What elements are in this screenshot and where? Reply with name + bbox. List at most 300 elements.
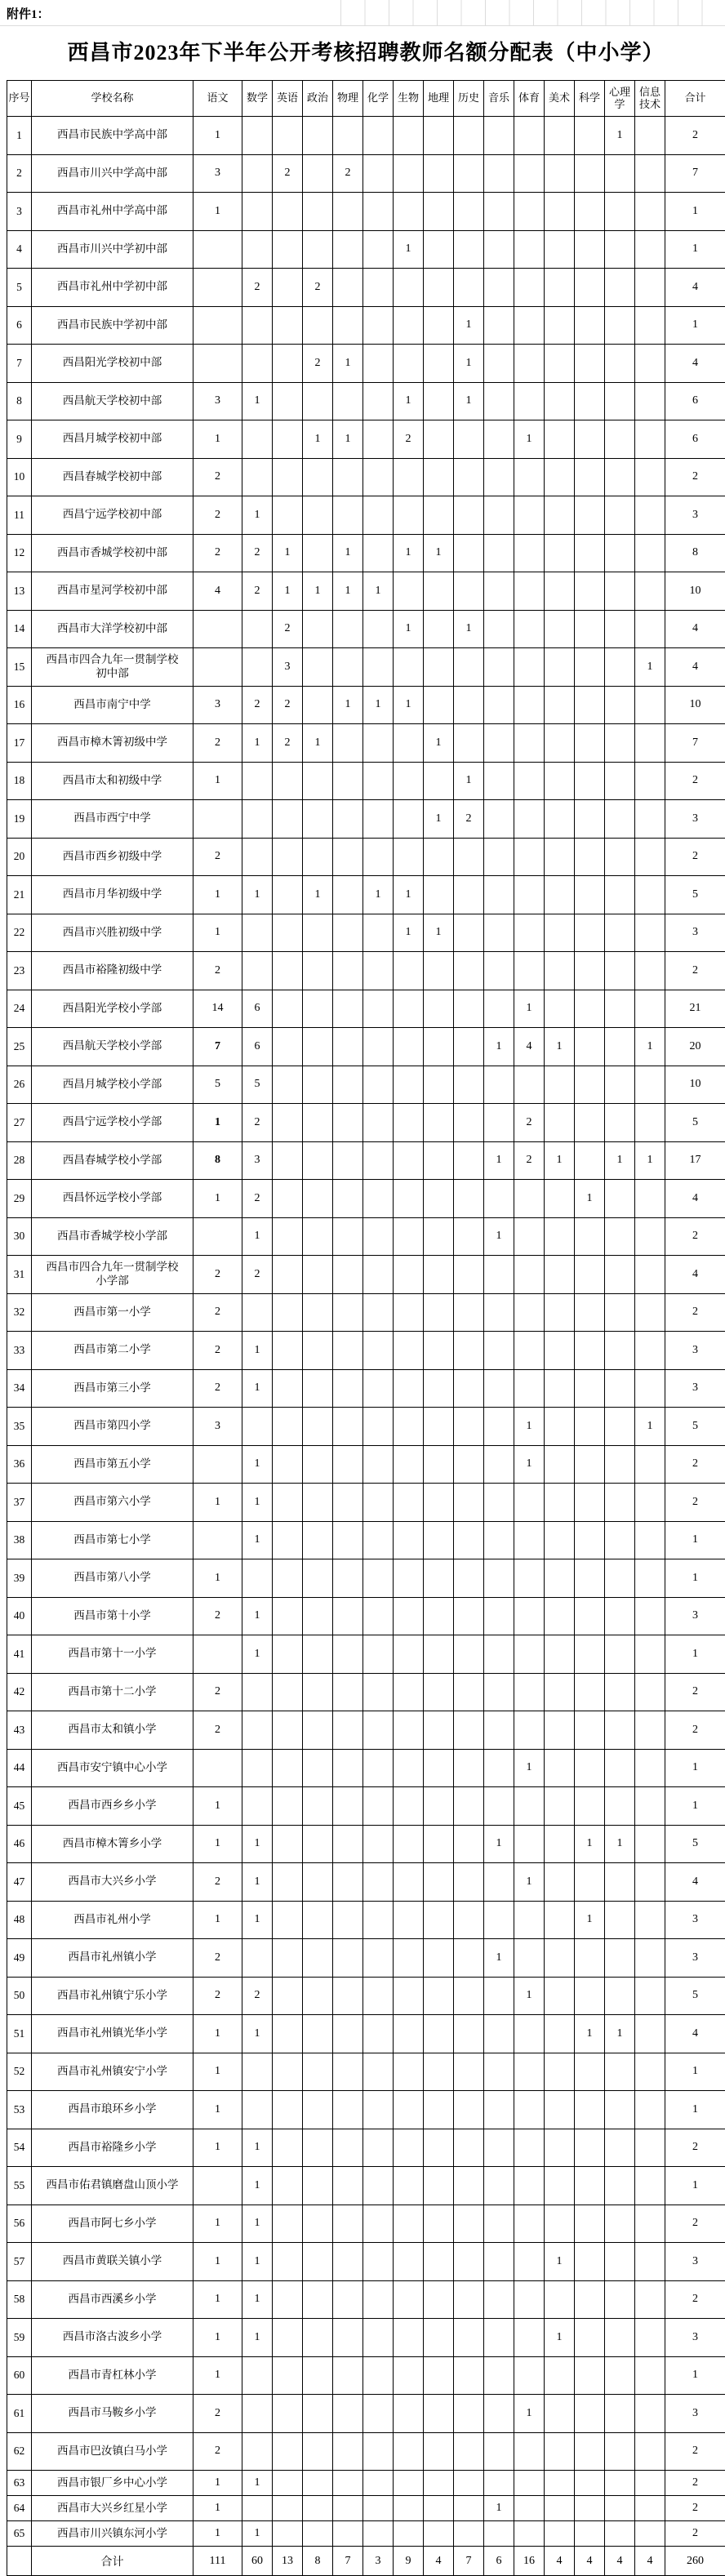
row-total-cell: 1 — [665, 2356, 725, 2395]
quota-cell — [303, 610, 333, 648]
quota-cell — [575, 2521, 605, 2547]
quota-cell — [303, 1217, 333, 1256]
quota-cell — [514, 496, 545, 535]
quota-cell — [514, 2471, 545, 2496]
quota-cell — [273, 306, 303, 345]
quota-cell: 1 — [242, 382, 273, 420]
row-index-cell: 4 — [7, 230, 32, 269]
quota-cell — [454, 1901, 484, 1939]
table-row — [7, 193, 725, 231]
quota-cell — [454, 534, 484, 572]
quota-cell — [394, 117, 424, 155]
school-name-cell: 西昌航天学校初中部 — [32, 382, 193, 420]
quota-cell — [545, 1180, 575, 1218]
quota-cell — [363, 952, 394, 990]
quota-cell — [514, 345, 545, 383]
quota-cell — [363, 1711, 394, 1750]
quota-cell — [333, 458, 363, 496]
quota-cell — [575, 1673, 605, 1711]
school-name-cell: 西昌市南宁中学 — [32, 686, 193, 724]
quota-cell — [363, 990, 394, 1028]
quota-cell — [545, 1901, 575, 1939]
table-row — [7, 2091, 725, 2129]
quota-cell — [545, 1711, 575, 1750]
quota-cell — [394, 1559, 424, 1598]
quota-cell — [273, 2243, 303, 2281]
quota-cell — [605, 496, 635, 535]
quota-cell — [514, 1635, 545, 1674]
quota-cell — [424, 1749, 454, 1787]
quota-cell — [635, 1104, 665, 1142]
quota-cell — [575, 1104, 605, 1142]
quota-cell — [635, 2521, 665, 2547]
gridline-divider — [0, 25, 725, 26]
quota-cell — [363, 1749, 394, 1787]
quota-cell: 1 — [303, 572, 333, 611]
quota-cell — [545, 2496, 575, 2521]
column-total-cell: 4 — [575, 2547, 605, 2576]
quota-cell — [454, 1141, 484, 1180]
quota-cell — [273, 1141, 303, 1180]
column-total-cell: 4 — [605, 2547, 635, 2576]
quota-cell — [545, 2280, 575, 2319]
quota-cell — [484, 1559, 514, 1598]
quota-cell: 2 — [242, 534, 273, 572]
row-total-cell: 4 — [665, 648, 725, 687]
column-total-cell: 13 — [273, 2547, 303, 2576]
quota-cell — [303, 1597, 333, 1635]
quota-cell — [424, 2319, 454, 2357]
quota-cell — [635, 1293, 665, 1332]
quota-cell — [605, 762, 635, 800]
school-name-cell: 西昌市西溪乡小学 — [32, 2280, 193, 2319]
school-name-cell: 西昌市第十小学 — [32, 1597, 193, 1635]
quota-cell — [545, 610, 575, 648]
quota-cell — [273, 269, 303, 307]
quota-cell — [514, 2091, 545, 2129]
school-name-cell: 西昌市大兴乡红星小学 — [32, 2496, 193, 2521]
quota-cell — [484, 230, 514, 269]
quota-cell — [575, 1332, 605, 1370]
quota-cell — [605, 610, 635, 648]
quota-cell — [575, 990, 605, 1028]
quota-cell: 14 — [193, 990, 242, 1028]
quota-cell — [484, 1256, 514, 1294]
quota-cell — [273, 1597, 303, 1635]
quota-cell — [242, 800, 273, 839]
col-header-subject: 体育 — [514, 81, 545, 117]
quota-cell — [454, 2167, 484, 2205]
quota-cell: 2 — [193, 534, 242, 572]
quota-cell — [484, 1066, 514, 1104]
quota-cell: 1 — [514, 420, 545, 459]
quota-cell — [605, 2205, 635, 2243]
quota-cell — [605, 1711, 635, 1750]
table-row — [7, 117, 725, 155]
quota-cell: 1 — [193, 1484, 242, 1522]
table-row — [7, 724, 725, 763]
quota-cell — [273, 345, 303, 383]
quota-cell — [424, 1028, 454, 1066]
quota-cell: 1 — [193, 117, 242, 155]
quota-cell — [424, 1141, 454, 1180]
quota-cell — [514, 2356, 545, 2395]
quota-cell — [545, 952, 575, 990]
quota-cell: 1 — [333, 686, 363, 724]
quota-cell — [303, 2129, 333, 2167]
quota-cell — [605, 1293, 635, 1332]
quota-cell — [394, 1484, 424, 1522]
quota-cell — [575, 838, 605, 876]
quota-cell — [424, 1180, 454, 1218]
table-row — [7, 1787, 725, 1826]
quota-cell — [424, 1104, 454, 1142]
quota-cell — [635, 762, 665, 800]
quota-cell — [303, 306, 333, 345]
row-index-cell: 51 — [7, 2015, 32, 2053]
quota-cell — [424, 990, 454, 1028]
quota-table — [7, 80, 725, 2576]
quota-cell — [424, 382, 454, 420]
quota-cell — [333, 1104, 363, 1142]
quota-cell — [635, 1066, 665, 1104]
quota-cell — [394, 838, 424, 876]
quota-cell — [394, 1141, 424, 1180]
quota-cell — [575, 1711, 605, 1750]
col-header-subject: 物理 — [333, 81, 363, 117]
quota-cell — [424, 1939, 454, 1978]
table-row — [7, 1939, 725, 1978]
school-name-cell: 西昌市香城学校初中部 — [32, 534, 193, 572]
quota-cell — [333, 648, 363, 687]
quota-cell — [575, 1559, 605, 1598]
quota-cell — [303, 1825, 333, 1863]
quota-cell — [394, 2356, 424, 2395]
row-index-cell: 27 — [7, 1104, 32, 1142]
quota-cell — [394, 2471, 424, 2496]
quota-cell — [394, 990, 424, 1028]
row-total-cell: 1 — [665, 2053, 725, 2091]
quota-cell — [545, 496, 575, 535]
row-index-cell: 25 — [7, 1028, 32, 1066]
quota-cell — [545, 2091, 575, 2129]
row-total-cell: 2 — [665, 117, 725, 155]
row-index-cell: 56 — [7, 2205, 32, 2243]
table-row — [7, 1104, 725, 1142]
quota-cell — [545, 914, 575, 952]
table-row — [7, 1977, 725, 2015]
school-name-cell: 西昌市民族中学初中部 — [32, 306, 193, 345]
quota-cell — [635, 1521, 665, 1559]
quota-cell — [303, 800, 333, 839]
quota-cell — [454, 1104, 484, 1142]
row-index-cell: 9 — [7, 420, 32, 459]
row-total-cell: 1 — [665, 2167, 725, 2205]
quota-cell — [303, 686, 333, 724]
table-row — [7, 2356, 725, 2395]
quota-cell — [575, 306, 605, 345]
table-row — [7, 2395, 725, 2433]
quota-cell — [363, 117, 394, 155]
quota-cell — [545, 2471, 575, 2496]
quota-cell — [545, 1293, 575, 1332]
quota-cell — [273, 952, 303, 990]
quota-cell — [605, 686, 635, 724]
quota-cell — [193, 345, 242, 383]
school-name-cell: 西昌市星河学校初中部 — [32, 572, 193, 611]
quota-cell — [605, 2243, 635, 2281]
quota-cell: 4 — [193, 572, 242, 611]
quota-cell — [635, 1635, 665, 1674]
quota-cell — [273, 2205, 303, 2243]
quota-cell — [514, 1217, 545, 1256]
quota-cell — [363, 1863, 394, 1902]
table-row — [7, 1217, 725, 1256]
table-row — [7, 762, 725, 800]
quota-cell — [575, 458, 605, 496]
quota-cell — [193, 648, 242, 687]
quota-cell — [635, 1180, 665, 1218]
table-row — [7, 1711, 725, 1750]
quota-cell — [242, 117, 273, 155]
row-index-cell: 21 — [7, 876, 32, 914]
row-total-cell: 2 — [665, 952, 725, 990]
quota-cell — [454, 1217, 484, 1256]
quota-cell — [514, 306, 545, 345]
quota-cell — [273, 1749, 303, 1787]
quota-cell — [333, 1445, 363, 1484]
row-index-cell: 62 — [7, 2432, 32, 2471]
quota-cell — [484, 952, 514, 990]
quota-cell — [454, 2319, 484, 2357]
table-row — [7, 345, 725, 383]
quota-cell — [333, 2319, 363, 2357]
quota-cell — [242, 2496, 273, 2521]
row-total-cell: 7 — [665, 724, 725, 763]
quota-cell — [242, 1293, 273, 1332]
quota-cell: 2 — [273, 686, 303, 724]
quota-cell — [545, 1217, 575, 1256]
quota-cell — [242, 2432, 273, 2471]
table-row — [7, 154, 725, 193]
quota-cell — [394, 762, 424, 800]
row-total-cell: 10 — [665, 572, 725, 611]
quota-cell: 2 — [242, 686, 273, 724]
quota-cell — [605, 2356, 635, 2395]
quota-cell: 1 — [242, 1635, 273, 1674]
quota-cell — [454, 1521, 484, 1559]
table-row — [7, 800, 725, 839]
row-total-cell: 2 — [665, 2496, 725, 2521]
quota-cell: 1 — [193, 1559, 242, 1598]
quota-cell: 1 — [545, 2319, 575, 2357]
quota-cell: 1 — [193, 193, 242, 231]
quota-cell — [333, 1369, 363, 1408]
row-index-cell: 47 — [7, 1863, 32, 1902]
quota-cell — [575, 1597, 605, 1635]
quota-cell — [635, 572, 665, 611]
school-name-cell: 西昌市礼州镇安宁小学 — [32, 2053, 193, 2091]
quota-cell — [545, 2015, 575, 2053]
quota-cell — [394, 1332, 424, 1370]
quota-cell — [303, 1939, 333, 1978]
quota-cell — [424, 2432, 454, 2471]
quota-cell: 1 — [605, 117, 635, 155]
col-header-index: 序号 — [7, 81, 32, 117]
quota-cell — [333, 2521, 363, 2547]
quota-cell — [363, 382, 394, 420]
quota-cell — [484, 1711, 514, 1750]
row-total-cell: 3 — [665, 800, 725, 839]
quota-cell — [394, 1977, 424, 2015]
quota-cell — [605, 1028, 635, 1066]
quota-cell — [635, 230, 665, 269]
quota-cell — [575, 572, 605, 611]
quota-cell — [605, 2319, 635, 2357]
quota-cell — [242, 2091, 273, 2129]
col-header-subject: 音乐 — [484, 81, 514, 117]
quota-cell — [363, 1332, 394, 1370]
quota-cell: 1 — [333, 534, 363, 572]
quota-cell — [635, 193, 665, 231]
quota-cell — [605, 1977, 635, 2015]
quota-cell — [424, 1559, 454, 1598]
quota-cell — [363, 1787, 394, 1826]
quota-cell: 1 — [273, 572, 303, 611]
row-total-cell: 4 — [665, 345, 725, 383]
total-row-index-cell — [7, 2547, 32, 2576]
row-index-cell: 31 — [7, 1256, 32, 1294]
quota-cell — [303, 1787, 333, 1826]
row-index-cell: 1 — [7, 117, 32, 155]
school-name-cell: 西昌市第四小学 — [32, 1408, 193, 1446]
quota-cell — [605, 193, 635, 231]
school-name-cell: 西昌宁远学校小学部 — [32, 1104, 193, 1142]
quota-cell — [363, 762, 394, 800]
quota-cell — [394, 2319, 424, 2357]
quota-cell — [484, 1673, 514, 1711]
quota-cell — [575, 1066, 605, 1104]
row-total-cell: 3 — [665, 1597, 725, 1635]
quota-cell — [303, 1066, 333, 1104]
quota-cell: 8 — [193, 1141, 242, 1180]
column-total-cell: 4 — [545, 2547, 575, 2576]
quota-cell: 2 — [193, 724, 242, 763]
school-name-cell: 西昌市民族中学高中部 — [32, 117, 193, 155]
col-header-subject: 数学 — [242, 81, 273, 117]
quota-cell — [514, 876, 545, 914]
quota-cell — [363, 800, 394, 839]
quota-cell — [484, 1104, 514, 1142]
quota-cell: 1 — [575, 1901, 605, 1939]
quota-cell — [394, 1445, 424, 1484]
quota-cell — [635, 686, 665, 724]
quota-cell — [424, 2395, 454, 2433]
quota-cell — [273, 2496, 303, 2521]
quota-cell — [605, 1408, 635, 1446]
quota-cell — [273, 2521, 303, 2547]
quota-cell — [575, 1256, 605, 1294]
quota-cell — [635, 345, 665, 383]
quota-cell — [454, 1369, 484, 1408]
quota-cell — [605, 1066, 635, 1104]
row-total-cell: 1 — [665, 193, 725, 231]
quota-cell — [394, 572, 424, 611]
quota-cell — [273, 1332, 303, 1370]
quota-cell — [424, 1977, 454, 2015]
school-name-cell: 西昌市川兴中学高中部 — [32, 154, 193, 193]
school-name-cell: 西昌市第六小学 — [32, 1484, 193, 1522]
quota-cell — [424, 952, 454, 990]
quota-cell: 2 — [242, 1104, 273, 1142]
table-row — [7, 686, 725, 724]
quota-cell — [242, 306, 273, 345]
quota-cell — [333, 2356, 363, 2395]
row-index-cell: 20 — [7, 838, 32, 876]
quota-cell — [635, 2395, 665, 2433]
quota-cell — [303, 838, 333, 876]
row-total-cell: 3 — [665, 914, 725, 952]
quota-cell — [484, 1332, 514, 1370]
table-row — [7, 1673, 725, 1711]
row-total-cell: 2 — [665, 2129, 725, 2167]
quota-cell — [454, 1597, 484, 1635]
quota-cell — [363, 2471, 394, 2496]
quota-cell — [242, 648, 273, 687]
quota-cell — [394, 1369, 424, 1408]
table-row — [7, 2432, 725, 2471]
quota-cell — [605, 1901, 635, 1939]
quota-cell — [303, 117, 333, 155]
quota-cell — [545, 1787, 575, 1826]
quota-cell — [273, 1293, 303, 1332]
quota-cell — [484, 648, 514, 687]
quota-cell — [363, 1408, 394, 1446]
quota-cell: 1 — [242, 1521, 273, 1559]
quota-cell: 2 — [193, 952, 242, 990]
quota-cell — [635, 1711, 665, 1750]
school-name-cell: 西昌宁远学校初中部 — [32, 496, 193, 535]
quota-cell — [635, 269, 665, 307]
row-total-cell: 1 — [665, 1559, 725, 1598]
quota-cell: 2 — [193, 1977, 242, 2015]
quota-cell — [605, 2471, 635, 2496]
quota-cell: 1 — [545, 2243, 575, 2281]
quota-cell — [242, 193, 273, 231]
quota-cell — [545, 1066, 575, 1104]
quota-cell — [514, 1901, 545, 1939]
quota-cell — [424, 2521, 454, 2547]
quota-cell — [514, 1939, 545, 1978]
table-row — [7, 2129, 725, 2167]
quota-cell: 1 — [242, 2167, 273, 2205]
quota-cell — [454, 1293, 484, 1332]
quota-cell: 1 — [193, 2319, 242, 2357]
quota-cell — [484, 724, 514, 763]
school-name-cell: 西昌市樟木箐乡小学 — [32, 1825, 193, 1863]
quota-cell — [545, 1863, 575, 1902]
quota-cell — [575, 420, 605, 459]
quota-cell: 1 — [514, 2395, 545, 2433]
quota-cell — [454, 420, 484, 459]
quota-cell — [424, 193, 454, 231]
quota-cell: 2 — [394, 420, 424, 459]
table-row — [7, 2015, 725, 2053]
quota-cell — [514, 1332, 545, 1370]
row-total-cell: 1 — [665, 1787, 725, 1826]
quota-cell — [605, 2432, 635, 2471]
quota-cell — [424, 2205, 454, 2243]
